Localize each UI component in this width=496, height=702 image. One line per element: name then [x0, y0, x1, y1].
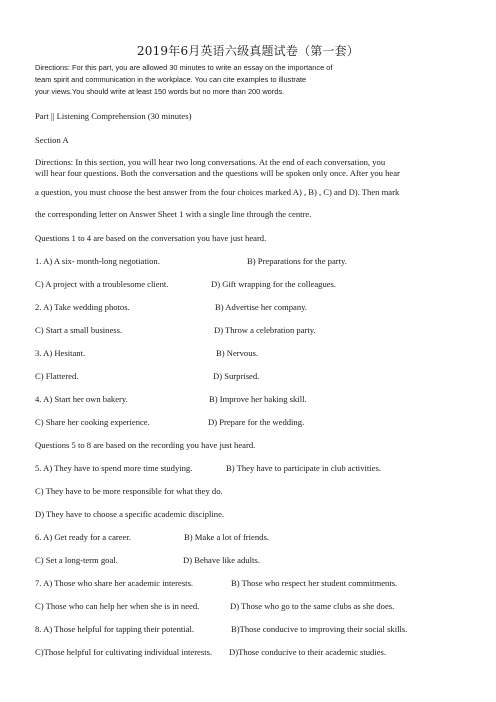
option-right: D)Those conducive to their academic studies.	[229, 647, 387, 657]
option-right: D) Surprised.	[213, 371, 260, 381]
option-right: B) They have to participate in club activities.	[226, 463, 381, 473]
option-left: C)Those helpful for cultivating individual interests.	[35, 647, 213, 657]
option-left: 1. A) A six- month-long negotiation.	[35, 256, 160, 266]
option-left: C) A project with a troublesome client.	[35, 279, 169, 289]
question-row	[35, 348, 475, 362]
question-row	[35, 578, 475, 592]
option-left: 4. A) Start her own bakery.	[35, 394, 128, 404]
option-right: B) Make a lot of friends.	[184, 532, 269, 542]
option-left: C) Set a long-term goal.	[35, 555, 118, 565]
writing-directions-line-3: your views.You should write at least 150 words but no more than 200 words.	[35, 87, 285, 96]
question-row	[35, 463, 475, 477]
option-left: 7. A) Those who share her academic interests.	[35, 578, 194, 588]
option-left: C) Share her cooking experience.	[35, 417, 150, 427]
question-row	[35, 555, 475, 569]
writing-directions-line-1: Directions: For this part, you are allowed 30 minutes to write an essay on the importance of	[35, 63, 333, 72]
question-row	[35, 624, 475, 638]
option-left: 6. A) Get ready for a career.	[35, 532, 131, 542]
question-row	[35, 647, 475, 661]
question-row	[35, 256, 475, 270]
part-heading: Part || Listening Comprehension (30 minutes)	[35, 111, 192, 121]
question-row	[35, 394, 475, 408]
option-left: 3. A) Hesitant.	[35, 348, 86, 358]
option-right: D) Gift wrapping for the colleagues.	[211, 279, 337, 289]
option-left: 8. A) Those helpful for tapping their potential.	[35, 624, 195, 634]
option-right: B) Nervous.	[216, 348, 259, 358]
question-row	[35, 532, 475, 546]
question-row	[35, 601, 475, 615]
option-right: B) Advertise her company.	[215, 302, 308, 312]
option-right: D) Throw a celebration party.	[214, 325, 316, 335]
option-left: C) Start a small business.	[35, 325, 123, 335]
option-left: 5. A) They have to spend more time studying.	[35, 463, 193, 473]
listening-directions-line-1: Directions: In this section, you will hear two long conversations. At the end of each conversation, you	[35, 157, 386, 167]
option-right: B) Preparations for the party.	[247, 256, 347, 266]
option-line: C) They have to be more responsible for what they do.	[35, 486, 223, 496]
question-row	[35, 279, 475, 293]
question-row	[35, 371, 475, 385]
option-right: B)Those conducive to improving their social skills.	[231, 624, 408, 634]
question-row	[35, 417, 475, 431]
option-left: C) Flattered.	[35, 371, 79, 381]
option-left: 2. A) Take wedding photos.	[35, 302, 130, 312]
option-right: B) Those who respect her student commitments.	[231, 578, 398, 588]
option-right: D) Behave like adults.	[183, 555, 260, 565]
group2-intro: Questions 5 to 8 are based on the recording you have just heard.	[35, 440, 256, 450]
option-left: C) Those who can help her when she is in need.	[35, 601, 200, 611]
question-row	[35, 325, 475, 339]
option-right: B) Improve her baking skill.	[209, 394, 307, 404]
listening-directions-line-2: will hear four questions. Both the conversation and the questions will be spoken only once. After you hear	[35, 168, 400, 178]
section-heading: Section A	[35, 135, 69, 145]
writing-directions-line-2: team spirit and communication in the workplace. You can cite examples to illustrate	[35, 75, 307, 84]
listening-directions-line-3: a question, you must choose the best answer from the four choices marked A) , B) , C) and D). Then mark	[35, 187, 400, 197]
option-right: D) Those who go to the same clubs as she does.	[230, 601, 395, 611]
option-line: D) They have to choose a specific academic discipline.	[35, 509, 225, 519]
question-row	[35, 302, 475, 316]
page-title: 2019年6月英语六级真题试卷（第一套）	[136, 44, 360, 58]
option-right: D) Prepare for the wedding.	[208, 417, 305, 427]
listening-directions-line-4: the corresponding letter on Answer Sheet 1 with a single line through the centre.	[35, 209, 312, 219]
group1-intro: Questions 1 to 4 are based on the conversation you have just heard.	[35, 233, 267, 243]
